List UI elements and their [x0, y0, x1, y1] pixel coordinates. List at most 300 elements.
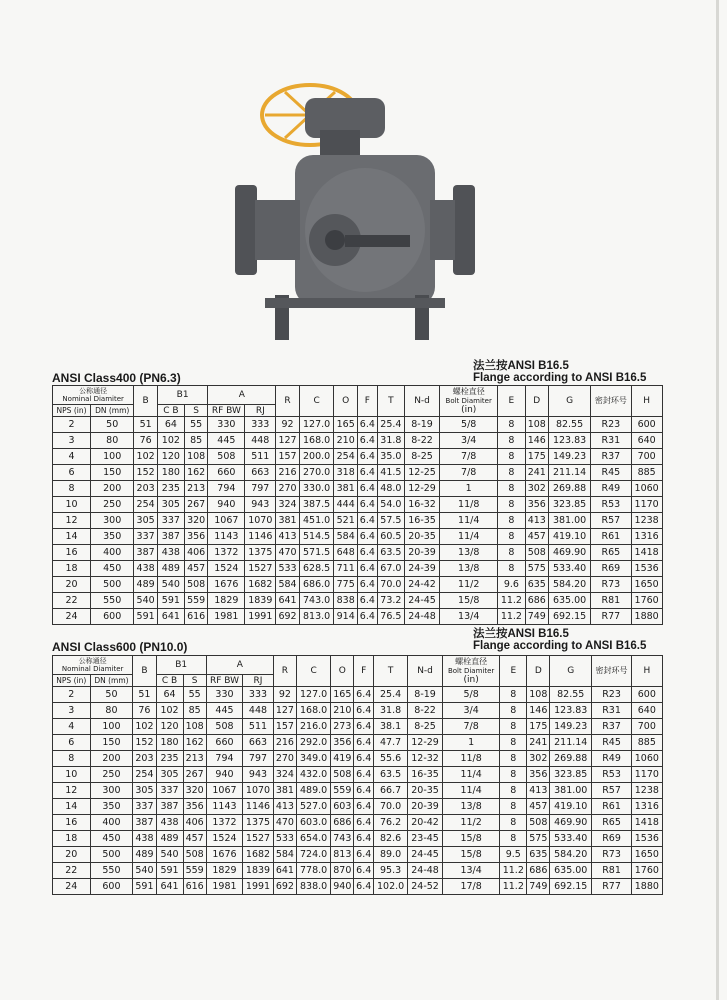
table-cell: 813 — [331, 847, 354, 863]
table-cell: 150 — [90, 735, 133, 751]
nominal-cn-label: 公称通径 — [79, 387, 108, 395]
table-cell: 1650 — [631, 577, 662, 593]
table-cell: 55 — [183, 687, 206, 703]
table-cell: 797 — [245, 481, 276, 497]
table-row — [53, 561, 664, 577]
table-cell: 591 — [156, 863, 183, 879]
table-cell: 24-52 — [408, 879, 443, 895]
table-cell: 102 — [157, 433, 184, 449]
table-cell: 724.0 — [297, 847, 331, 863]
table-cell: 8-25 — [404, 449, 439, 465]
table-cell: 8 — [500, 719, 527, 735]
table-cell: 11.2 — [500, 879, 527, 895]
table-cell: 654.0 — [297, 831, 331, 847]
table-cell: 22 — [53, 863, 91, 879]
table-cell: 324 — [276, 497, 300, 513]
table-cell: 700 — [632, 719, 663, 735]
table-cell: 8 — [498, 465, 525, 481]
table-cell: 413 — [527, 783, 550, 799]
table-cell: 356 — [184, 529, 208, 545]
table-cell: 120 — [157, 449, 184, 465]
table-cell: 8 — [498, 529, 525, 545]
table-cell: 320 — [184, 513, 208, 529]
table-cell: 1060 — [632, 751, 663, 767]
table-cell: 162 — [184, 465, 208, 481]
table-cell: 82.6 — [373, 831, 407, 847]
table-cell: 419.10 — [549, 529, 591, 545]
table-cell: 200.0 — [299, 449, 334, 465]
table-cell: 1829 — [206, 863, 242, 879]
table-cell: 838.0 — [297, 879, 331, 895]
table-row — [53, 529, 664, 545]
table-cell: 1170 — [631, 497, 662, 513]
table-cell: 330.0 — [299, 481, 334, 497]
table-cell: 1316 — [632, 799, 663, 815]
table-cell: 318 — [334, 465, 358, 481]
table-cell: 157 — [273, 719, 296, 735]
table-cell: 635.00 — [550, 863, 592, 879]
table-cell: 444 — [334, 497, 358, 513]
table-cell: 450 — [90, 831, 133, 847]
table-cell: R73 — [591, 577, 632, 593]
table-cell: 1527 — [243, 831, 274, 847]
table-cell: 686.0 — [299, 577, 334, 593]
table-cell: 584 — [334, 529, 358, 545]
table-cell: 211.14 — [549, 465, 591, 481]
table-cell: 575 — [527, 831, 550, 847]
table-cell: 508 — [208, 449, 245, 465]
table-cell: 8 — [498, 513, 525, 529]
table-cell: 914 — [334, 609, 358, 625]
left-flange — [235, 185, 257, 275]
col-CB: C B — [156, 675, 183, 687]
table-cell: 1839 — [243, 863, 274, 879]
table-cell: 692.15 — [549, 609, 591, 625]
table-cell: 12-29 — [408, 735, 443, 751]
table-cell: 250 — [90, 767, 133, 783]
table-cell: 24-39 — [404, 561, 439, 577]
table-cell: 123.83 — [550, 703, 592, 719]
table-cell: 1760 — [631, 593, 662, 609]
table-cell: 85 — [184, 433, 208, 449]
table-row — [53, 799, 664, 815]
table-cell: 85 — [183, 703, 206, 719]
table-cell: 8 — [53, 481, 91, 497]
table-cell: 6.4 — [354, 703, 374, 719]
table-cell: 559 — [184, 593, 208, 609]
table-cell: 63.5 — [373, 767, 407, 783]
table-cell: 6.4 — [357, 433, 377, 449]
table-body — [53, 417, 664, 625]
table-cell: 1418 — [631, 545, 662, 561]
table-cell: 6.4 — [354, 783, 374, 799]
table-cell: 356 — [331, 735, 354, 751]
table-cell: 127.0 — [297, 687, 331, 703]
table-cell: 157 — [276, 449, 300, 465]
table-cell: 1536 — [631, 561, 662, 577]
table-cell: 500 — [90, 847, 133, 863]
table-cell: 616 — [183, 879, 206, 895]
table-row — [53, 735, 664, 751]
spec-table-class400 — [52, 385, 664, 625]
table-cell: 711 — [334, 561, 358, 577]
table-cell: R31 — [591, 433, 632, 449]
table-cell: 1524 — [206, 831, 242, 847]
table-body — [53, 687, 664, 895]
table-cell: 692 — [276, 609, 300, 625]
section-title-class600: ANSI Class600 (PN10.0) — [52, 640, 188, 654]
table-cell: 250 — [91, 497, 134, 513]
table-cell: 64 — [156, 687, 183, 703]
table-cell: 692 — [273, 879, 296, 895]
table-row — [53, 609, 664, 625]
table-cell: 241 — [527, 735, 550, 751]
table-cell: 14 — [53, 799, 91, 815]
table-cell: R61 — [591, 529, 632, 545]
spec-table-class600 — [52, 655, 664, 895]
table-cell: 1375 — [243, 815, 274, 831]
table-cell: 13/8 — [440, 545, 498, 561]
table-cell: 6.4 — [354, 799, 374, 815]
table-cell: 102 — [156, 703, 183, 719]
seal-cn-label: 密封环号 — [594, 396, 627, 405]
table-row — [53, 465, 664, 481]
table-cell: 533.40 — [550, 831, 592, 847]
table-cell: 210 — [334, 433, 358, 449]
table-cell: 457 — [527, 799, 550, 815]
table-cell: 8 — [500, 703, 527, 719]
table-cell: 387.5 — [299, 497, 334, 513]
table-cell: 24-48 — [408, 863, 443, 879]
table-cell: 8 — [500, 799, 527, 815]
table-cell: 438 — [134, 561, 158, 577]
table-cell: 203 — [133, 751, 156, 767]
table-row — [53, 577, 664, 593]
col-C: C — [299, 386, 334, 417]
table-cell: 686 — [527, 863, 550, 879]
table-cell: 302 — [527, 751, 550, 767]
table-cell: 591 — [134, 609, 158, 625]
table-cell: 533 — [273, 831, 296, 847]
table-cell: 1682 — [245, 577, 276, 593]
table-cell: 508 — [525, 545, 549, 561]
col-dn: DN (mm) — [91, 405, 134, 417]
table-cell: 1070 — [243, 783, 274, 799]
table-cell: 470 — [276, 545, 300, 561]
table-cell: 775 — [334, 577, 358, 593]
table-cell: 381 — [276, 513, 300, 529]
table-cell: 469.90 — [549, 545, 591, 561]
table-cell: R53 — [591, 497, 632, 513]
table-cell: 559 — [183, 863, 206, 879]
table-cell: 940 — [206, 767, 242, 783]
table-cell: 270.0 — [299, 465, 334, 481]
table-cell: 438 — [156, 815, 183, 831]
table-cell: 1 — [440, 481, 498, 497]
table-cell: 180 — [156, 735, 183, 751]
table-cell: 6.4 — [354, 735, 374, 751]
table-cell: 8 — [500, 831, 527, 847]
table-cell: 692.15 — [550, 879, 592, 895]
table-cell: 635.00 — [549, 593, 591, 609]
table-cell: 20 — [53, 577, 91, 593]
col-G: G — [550, 656, 592, 687]
table-cell: 641 — [156, 879, 183, 895]
table-cell: 1067 — [208, 513, 245, 529]
table-cell: R73 — [592, 847, 632, 863]
table-row — [53, 417, 664, 433]
table-cell: 241 — [525, 465, 549, 481]
table-cell: 940 — [331, 879, 354, 895]
table-cell: 2 — [53, 687, 91, 703]
table-cell: 24-48 — [404, 609, 439, 625]
table-cell: 1880 — [632, 879, 663, 895]
table-cell: 11.2 — [498, 593, 525, 609]
table-cell: 381 — [273, 783, 296, 799]
table-cell: 794 — [208, 481, 245, 497]
table-cell: 35.0 — [377, 449, 404, 465]
col-Nd: N-d — [408, 656, 443, 687]
table-cell: 6.4 — [354, 767, 374, 783]
table-cell: 500 — [91, 577, 134, 593]
table-cell: 584.20 — [549, 577, 591, 593]
table-cell: 17/8 — [442, 879, 499, 895]
table-cell: 1067 — [206, 783, 242, 799]
flange-heading-en: Flange according to ANSI B16.5 — [473, 640, 647, 652]
table-cell: 24 — [53, 879, 91, 895]
table-cell: 102 — [133, 719, 156, 735]
table-cell: 292.0 — [297, 735, 331, 751]
table-cell: 1682 — [243, 847, 274, 863]
table-cell: 6 — [53, 735, 91, 751]
flange-heading-en: Flange according to ANSI B16.5 — [473, 372, 647, 384]
table-cell: 108 — [527, 687, 550, 703]
table-cell: 66.7 — [373, 783, 407, 799]
table-cell: 451.0 — [299, 513, 334, 529]
table-cell: 438 — [133, 831, 156, 847]
table-cell: 216 — [273, 735, 296, 751]
table-cell: 356 — [527, 767, 550, 783]
col-B1: B1 — [156, 656, 206, 675]
section-title-class400: ANSI Class400 (PN6.3) — [52, 371, 181, 385]
table-cell: 337 — [134, 529, 158, 545]
table-cell: 413 — [525, 513, 549, 529]
table-cell: 8 — [498, 545, 525, 561]
col-E: E — [500, 656, 527, 687]
col-B: B — [133, 656, 156, 687]
table-cell: 1991 — [243, 879, 274, 895]
col-R: R — [273, 656, 296, 687]
table-cell: 6.4 — [357, 417, 377, 433]
table-cell: 254 — [334, 449, 358, 465]
table-cell: 686 — [331, 815, 354, 831]
table-cell: 200 — [91, 481, 134, 497]
table-cell: 11.2 — [500, 863, 527, 879]
table-cell: 1880 — [631, 609, 662, 625]
table-row — [53, 687, 664, 703]
table-cell: R69 — [591, 561, 632, 577]
table-cell: 20 — [53, 847, 91, 863]
table-cell: 8 — [500, 751, 527, 767]
table-cell: 67.0 — [377, 561, 404, 577]
table-cell: 235 — [156, 751, 183, 767]
table-cell: 323.85 — [549, 497, 591, 513]
table-cell: 152 — [133, 735, 156, 751]
col-O: O — [331, 656, 354, 687]
table-cell: 20-35 — [408, 783, 443, 799]
table-cell: 64 — [157, 417, 184, 433]
col-dn: DN (mm) — [90, 675, 133, 687]
table-cell: 13/8 — [442, 799, 499, 815]
table-row — [53, 449, 664, 465]
table-cell: 11/2 — [442, 815, 499, 831]
table-cell: 12 — [53, 513, 91, 529]
table-cell: 57.5 — [377, 513, 404, 529]
table-cell: 1170 — [632, 767, 663, 783]
table-cell: 1070 — [245, 513, 276, 529]
table-cell: 324 — [273, 767, 296, 783]
table-cell: 749 — [527, 879, 550, 895]
table-cell: R81 — [592, 863, 632, 879]
table-cell: 8 — [500, 735, 527, 751]
table-cell: 489 — [157, 561, 184, 577]
col-A: A — [208, 386, 276, 405]
table-cell: 628.5 — [299, 561, 334, 577]
table-row — [53, 847, 664, 863]
table-cell: 3 — [53, 433, 91, 449]
table-cell: 489 — [133, 847, 156, 863]
table-cell: 641 — [276, 593, 300, 609]
table-cell: 7/8 — [442, 719, 499, 735]
nominal-en-label: Nominal Diamiter — [62, 395, 124, 403]
table-cell: 80 — [90, 703, 133, 719]
table-cell: 54.0 — [377, 497, 404, 513]
table-cell: R45 — [592, 735, 632, 751]
table-cell: 6.4 — [354, 863, 374, 879]
table-cell: 3/4 — [442, 703, 499, 719]
table-cell: 1418 — [632, 815, 663, 831]
table-cell: 70.0 — [377, 577, 404, 593]
table-cell: 1146 — [245, 529, 276, 545]
table-cell: 108 — [184, 449, 208, 465]
table-cell: 25.4 — [377, 417, 404, 433]
table-cell: 406 — [184, 545, 208, 561]
table-cell: 15/8 — [442, 831, 499, 847]
table-cell: 8 — [498, 481, 525, 497]
col-RFBW: RF BW — [206, 675, 242, 687]
table-cell: R57 — [592, 783, 632, 799]
table-cell: 540 — [156, 847, 183, 863]
table-cell: 9.5 — [500, 847, 527, 863]
table-cell: 400 — [90, 815, 133, 831]
col-nps: NPS (in) — [53, 405, 91, 417]
table-cell: 591 — [133, 879, 156, 895]
table-cell: 445 — [208, 433, 245, 449]
table-cell: 660 — [208, 465, 245, 481]
table-cell: 6.4 — [357, 577, 377, 593]
table-cell: 635 — [527, 847, 550, 863]
col-O: O — [334, 386, 358, 417]
table-cell: 8-19 — [404, 417, 439, 433]
table-cell: 24-45 — [404, 593, 439, 609]
table-cell: 330 — [208, 417, 245, 433]
table-cell: 51 — [133, 687, 156, 703]
table-cell: 6.4 — [357, 561, 377, 577]
table-cell: 603 — [331, 799, 354, 815]
table-cell: 15/8 — [442, 847, 499, 863]
table-cell: R77 — [592, 879, 632, 895]
table-cell: 60.5 — [377, 529, 404, 545]
table-cell: 448 — [243, 703, 274, 719]
table-cell: 527.0 — [297, 799, 331, 815]
flange-heading-2 — [473, 628, 646, 652]
table-cell: 305 — [133, 783, 156, 799]
table-cell: 457 — [184, 561, 208, 577]
table-cell: 333 — [243, 687, 274, 703]
table-cell: 24 — [53, 609, 91, 625]
table-cell: 4 — [53, 449, 91, 465]
table-cell: 600 — [91, 609, 134, 625]
table-cell: 457 — [525, 529, 549, 545]
table-cell: 508 — [331, 767, 354, 783]
table-cell: 413 — [273, 799, 296, 815]
table-cell: 457 — [183, 831, 206, 847]
table-cell: 648 — [334, 545, 358, 561]
table-cell: 1839 — [245, 593, 276, 609]
table-cell: 50 — [90, 687, 133, 703]
table-cell: 870 — [331, 863, 354, 879]
table-cell: 660 — [206, 735, 242, 751]
table-cell: 15/8 — [440, 593, 498, 609]
table-cell: 1676 — [208, 577, 245, 593]
table-cell: 213 — [184, 481, 208, 497]
table-cell: 838 — [334, 593, 358, 609]
table-cell: R37 — [591, 449, 632, 465]
table-cell: 10 — [53, 497, 91, 513]
table-cell: 8 — [500, 687, 527, 703]
table-cell: 8 — [498, 449, 525, 465]
page-edge-shadow — [716, 0, 719, 1000]
table-header — [53, 656, 664, 687]
table-cell: 1375 — [245, 545, 276, 561]
table-cell: 514.5 — [299, 529, 334, 545]
table-cell: 12 — [53, 783, 91, 799]
table-cell: 76.2 — [373, 815, 407, 831]
table-cell: 641 — [273, 863, 296, 879]
table-cell: 1760 — [632, 863, 663, 879]
table-cell: 267 — [183, 767, 206, 783]
col-nps: NPS (in) — [53, 675, 91, 687]
table-cell: 1372 — [206, 815, 242, 831]
table-cell: R53 — [592, 767, 632, 783]
table-cell: 2 — [53, 417, 91, 433]
table-cell: 813.0 — [299, 609, 334, 625]
table-cell: 8 — [498, 561, 525, 577]
table-cell: 8 — [498, 417, 525, 433]
table-cell: 400 — [91, 545, 134, 561]
valve-photo — [225, 70, 485, 345]
table-cell: 508 — [184, 577, 208, 593]
col-RJ: RJ — [245, 405, 276, 417]
col-R: R — [276, 386, 300, 417]
col-E: E — [498, 386, 525, 417]
table-cell: 743.0 — [299, 593, 334, 609]
table-cell: 12-25 — [404, 465, 439, 481]
table-cell: 7/8 — [440, 449, 498, 465]
table-cell: 571.5 — [299, 545, 334, 561]
table-cell: 575 — [525, 561, 549, 577]
table-row — [53, 545, 664, 561]
